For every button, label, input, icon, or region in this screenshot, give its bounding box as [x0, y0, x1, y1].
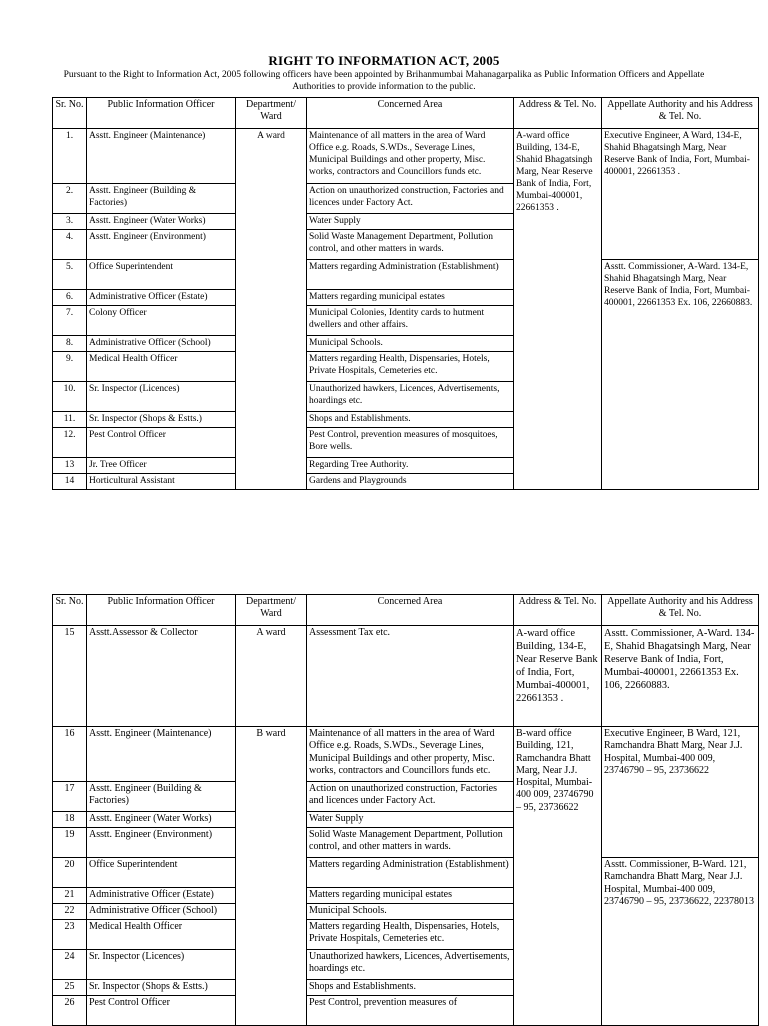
- header-officer: Public Information Officer: [87, 595, 236, 626]
- officer-cell: Office Superintendent: [87, 260, 236, 290]
- sr-cell: 2.: [53, 184, 87, 214]
- officer-cell: Asstt. Engineer (Water Works): [87, 812, 236, 828]
- header-area: Concerned Area: [307, 595, 514, 626]
- sr-cell: 14: [53, 474, 87, 490]
- sr-cell: 17: [53, 782, 87, 812]
- appellate-cell: Executive Engineer, A Ward, 134-E, Shahid Bhagatsingh Marg, Near Reserve Bank of India, Fort, Mumbai-400001, 22661353 .: [602, 129, 759, 260]
- document-subtitle: Pursuant to the Right to Information Act, 2005 following officers have been appointed by Brihanmumbai Mahanagarpalika as Public Information Officers and Appellate Authorities to provide information to the public.: [63, 70, 705, 92]
- area-cell: Solid Waste Management Department, Pollution control, and other matters in wards.: [307, 828, 514, 858]
- area-cell: Matters regarding Administration (Establishment): [307, 858, 514, 888]
- header-area: Concerned Area: [307, 98, 514, 129]
- area-cell: Matters regarding municipal estates: [307, 290, 514, 306]
- area-cell: Pest Control, prevention measures of mosquitoes, Bore wells.: [307, 428, 514, 458]
- area-cell: Matters regarding municipal estates: [307, 888, 514, 904]
- header-dept: Department/ Ward: [236, 98, 307, 129]
- officer-cell: Colony Officer: [87, 306, 236, 336]
- area-cell: Action on unauthorized construction, Factories and licences under Factory Act.: [307, 782, 514, 812]
- sr-cell: 7.: [53, 306, 87, 336]
- sr-cell: 9.: [53, 352, 87, 382]
- officer-cell: Administrative Officer (School): [87, 336, 236, 352]
- table-row: [53, 129, 759, 184]
- officers-table-b-ward: [52, 594, 759, 1026]
- officer-cell: Pest Control Officer: [87, 428, 236, 458]
- sr-cell: 13: [53, 458, 87, 474]
- header-address: Address & Tel. No.: [514, 595, 602, 626]
- sr-cell: 3.: [53, 214, 87, 230]
- sr-cell: 16: [53, 727, 87, 782]
- officer-cell: Medical Health Officer: [87, 920, 236, 950]
- sr-cell: 22: [53, 904, 87, 920]
- header-appellate: Appellate Authority and his Address & Tel. No.: [602, 595, 759, 626]
- officer-cell: Sr. Inspector (Licences): [87, 950, 236, 980]
- sr-cell: 24: [53, 950, 87, 980]
- area-cell: Regarding Tree Authority.: [307, 458, 514, 474]
- area-cell: Shops and Establishments.: [307, 412, 514, 428]
- dept-cell: B ward: [236, 727, 307, 1026]
- officer-cell: Asstt. Engineer (Building & Factories): [87, 184, 236, 214]
- appellate-cell: Asstt. Commissioner, A-Ward. 134-E, Shahid Bhagatsingh Marg, Near Reserve Bank of India, Fort, Mumbai-400001, 22661353 Ex. 106, 22660883.: [602, 260, 759, 490]
- area-cell: Unauthorized hawkers, Licences, Advertisements, hoardings etc.: [307, 382, 514, 412]
- officer-cell: Asstt. Engineer (Environment): [87, 230, 236, 260]
- sr-cell: 15: [53, 626, 87, 727]
- officer-cell: Asstt. Engineer (Maintenance): [87, 727, 236, 782]
- sr-cell: 4.: [53, 230, 87, 260]
- header-sr: Sr. No.: [53, 98, 87, 129]
- table-row: [53, 727, 759, 782]
- sr-cell: 10.: [53, 382, 87, 412]
- area-cell: Matters regarding Health, Dispensaries, Hotels, Private Hospitals, Cemeteries etc.: [307, 352, 514, 382]
- sr-cell: 5.: [53, 260, 87, 290]
- officer-cell: Office Superintendent: [87, 858, 236, 888]
- header-officer: Public Information Officer: [87, 98, 236, 129]
- area-cell: Action on unauthorized construction, Factories and licences under Factory Act.: [307, 184, 514, 214]
- area-cell: Unauthorized hawkers, Licences, Advertisements, hoardings etc.: [307, 950, 514, 980]
- header-sr: Sr. No.: [53, 595, 87, 626]
- sr-cell: 19: [53, 828, 87, 858]
- address-cell: B-ward office Building, 121, Ramchandra Bhatt Marg, Near J.J. Hospital, Mumbai-400 009, 23746790 – 95, 23736622: [514, 727, 602, 1026]
- header-appellate: Appellate Authority and his Address & Tel. No.: [602, 98, 759, 129]
- appellate-cell: Executive Engineer, B Ward, 121, Ramchandra Bhatt Marg, Near J.J. Hospital, Mumbai-400 009, 23746790 – 95, 23736622: [602, 727, 759, 858]
- document-title: RIGHT TO INFORMATION ACT, 2005: [268, 53, 500, 68]
- sr-cell: 25: [53, 980, 87, 996]
- officer-cell: Asstt. Engineer (Water Works): [87, 214, 236, 230]
- table-row: [53, 858, 759, 888]
- sr-cell: 11.: [53, 412, 87, 428]
- table-header-row: [53, 595, 759, 626]
- area-cell: Matters regarding Health, Dispensaries, Hotels, Private Hospitals, Cemeteries etc.: [307, 920, 514, 950]
- officer-cell: Asstt. Engineer (Maintenance): [87, 129, 236, 184]
- dept-cell: A ward: [236, 626, 307, 727]
- sr-cell: 12.: [53, 428, 87, 458]
- area-cell: Water Supply: [307, 812, 514, 828]
- officer-cell: Administrative Officer (Estate): [87, 290, 236, 306]
- table-row: [53, 260, 759, 290]
- area-cell: Pest Control, prevention measures of: [307, 996, 514, 1026]
- officer-cell: Horticultural Assistant: [87, 474, 236, 490]
- address-cell: A-ward office Building, 134-E, Near Reserve Bank of India, Fort, Mumbai-400001, 22661353 .: [514, 626, 602, 727]
- officer-cell: Asstt.Assessor & Collector: [87, 626, 236, 727]
- address-cell: A-ward office Building, 134-E, Shahid Bhagatsingh Marg, Near Reserve Bank of India, Fort, Mumbai-400001, 22661353 .: [514, 129, 602, 490]
- sr-cell: 26: [53, 996, 87, 1026]
- sr-cell: 18: [53, 812, 87, 828]
- header-dept: Department/ Ward: [236, 595, 307, 626]
- sr-cell: 21: [53, 888, 87, 904]
- sr-cell: 6.: [53, 290, 87, 306]
- area-cell: Solid Waste Management Department, Pollution control, and other matters in wards.: [307, 230, 514, 260]
- officer-cell: Administrative Officer (Estate): [87, 888, 236, 904]
- area-cell: Municipal Schools.: [307, 904, 514, 920]
- officer-cell: Sr. Inspector (Shops & Estts.): [87, 980, 236, 996]
- area-cell: Water Supply: [307, 214, 514, 230]
- officer-cell: Asstt. Engineer (Building & Factories): [87, 782, 236, 812]
- dept-cell: A ward: [236, 129, 307, 490]
- sr-cell: 1.: [53, 129, 87, 184]
- officer-cell: Sr. Inspector (Licences): [87, 382, 236, 412]
- area-cell: Gardens and Playgrounds: [307, 474, 514, 490]
- officer-cell: Jr. Tree Officer: [87, 458, 236, 474]
- officer-cell: Medical Health Officer: [87, 352, 236, 382]
- sr-cell: 8.: [53, 336, 87, 352]
- area-cell: Maintenance of all matters in the area of Ward Office e.g. Roads, S.WDs., Severage Lines, Municipal Buildings and other property, Misc. works, contractors and Councillors funds etc.: [307, 727, 514, 782]
- table-header-row: [53, 98, 759, 129]
- area-cell: Shops and Establishments.: [307, 980, 514, 996]
- appellate-cell: Asstt. Commissioner, B-Ward. 121, Ramchandra Bhatt Marg, Near J.J. Hospital, Mumbai-400 009, 23746790 – 95, 23736622, 22378013: [602, 858, 759, 1026]
- officers-table-a-ward: [52, 97, 759, 490]
- area-cell: Assessment Tax etc.: [307, 626, 514, 727]
- area-cell: Maintenance of all matters in the area of Ward Office e.g. Roads, S.WDs., Severage Lines, Municipal Buildings and other property, Misc. works, contractors and Councillors funds etc.: [307, 129, 514, 184]
- sr-cell: 23: [53, 920, 87, 950]
- area-cell: Municipal Schools.: [307, 336, 514, 352]
- area-cell: Municipal Colonies, Identity cards to hutment dwellers and other affairs.: [307, 306, 514, 336]
- table-row: [53, 626, 759, 727]
- area-cell: Matters regarding Administration (Establishment): [307, 260, 514, 290]
- sr-cell: 20: [53, 858, 87, 888]
- header-address: Address & Tel. No.: [514, 98, 602, 129]
- officer-cell: Sr. Inspector (Shops & Estts.): [87, 412, 236, 428]
- officer-cell: Administrative Officer (School): [87, 904, 236, 920]
- appellate-cell: Asstt. Commissioner, A-Ward. 134-E, Shahid Bhagatsingh Marg, Near Reserve Bank of India, Fort, Mumbai-400001, 22661353 Ex. 106, 22660883.: [602, 626, 759, 727]
- officer-cell: Pest Control Officer: [87, 996, 236, 1026]
- officer-cell: Asstt. Engineer (Environment): [87, 828, 236, 858]
